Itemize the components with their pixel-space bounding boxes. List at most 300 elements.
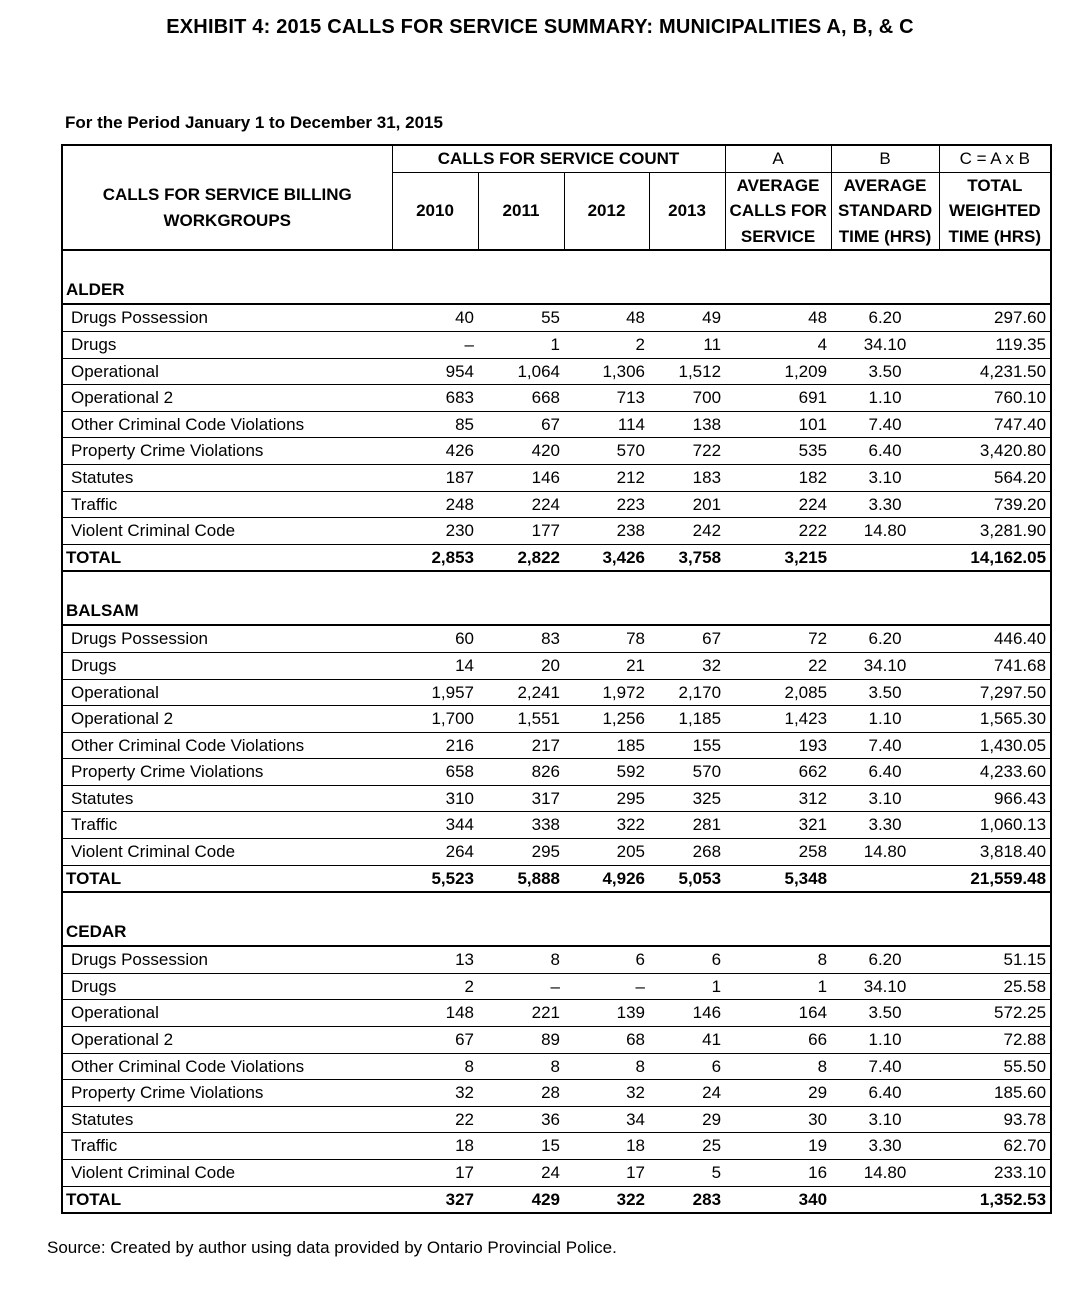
cell-y2013: 1 [649,973,725,1000]
cell-y2013: 570 [649,759,725,786]
cell-weighted: 739.20 [939,491,1051,518]
cell-weighted: 572.25 [939,1000,1051,1027]
cell-y2012: 18 [564,1133,649,1160]
total-y2010: 2,853 [392,544,478,571]
cell-weighted: 72.88 [939,1027,1051,1054]
cell-weighted: 446.40 [939,625,1051,652]
period-label: For the Period January 1 to December 31, 2015 [65,113,443,132]
table-row [62,839,1051,866]
cell-y2010: 2 [392,973,478,1000]
table-row [62,1080,1051,1107]
cell-y2011: 8 [478,1053,564,1080]
total-weighted-header-l3: TIME (HRS) [948,226,1042,246]
table-row [62,679,1051,706]
cell-y2011: 67 [478,411,564,438]
cell-std: 7.40 [831,732,939,759]
cell-std: 34.10 [831,973,939,1000]
cell-weighted: 93.78 [939,1106,1051,1133]
total-std [831,544,939,571]
row-label: Statutes [62,1106,392,1133]
cell-weighted: 55.50 [939,1053,1051,1080]
total-label: TOTAL [62,1186,392,1213]
cell-y2013: 1,185 [649,706,725,733]
row-label: Operational 2 [62,706,392,733]
total-weighted: 14,162.05 [939,544,1051,571]
cell-avg: 8 [725,1053,831,1080]
row-label: Operational [62,1000,392,1027]
cell-y2012: 322 [564,812,649,839]
cell-y2010: – [392,331,478,358]
table-row [62,1027,1051,1054]
row-label: Statutes [62,785,392,812]
cell-std: 7.40 [831,1053,939,1080]
cell-weighted: 3,818.40 [939,839,1051,866]
cell-weighted: 1,565.30 [939,706,1051,733]
cell-y2012: 2 [564,331,649,358]
cell-avg: 1,209 [725,358,831,385]
cell-y2012: 295 [564,785,649,812]
cell-y2012: 21 [564,652,649,679]
cell-y2013: 325 [649,785,725,812]
cell-avg: 16 [725,1160,831,1187]
cell-weighted: 564.20 [939,464,1051,491]
cell-y2013: 29 [649,1106,725,1133]
cell-y2012: 1,306 [564,358,649,385]
cell-y2010: 310 [392,785,478,812]
spacer-cell [62,250,1051,277]
cell-y2012: 185 [564,732,649,759]
cell-std: 1.10 [831,385,939,412]
table-row [62,625,1051,652]
cell-avg: 30 [725,1106,831,1133]
total-y2010: 5,523 [392,865,478,892]
total-y2012: 3,426 [564,544,649,571]
total-y2012: 4,926 [564,865,649,892]
cell-avg: 29 [725,1080,831,1107]
total-weighted-header [939,172,1051,250]
cell-std: 3.10 [831,1106,939,1133]
row-label: Other Criminal Code Violations [62,1053,392,1080]
section-spacer [62,571,1051,598]
col-b-header: B [831,145,939,172]
cell-weighted: 25.58 [939,973,1051,1000]
cell-avg: 1,423 [725,706,831,733]
cell-weighted: 119.35 [939,331,1051,358]
cell-y2013: 268 [649,839,725,866]
cell-y2013: 183 [649,464,725,491]
cell-std: 6.40 [831,1080,939,1107]
cell-std: 3.50 [831,679,939,706]
cell-avg: 222 [725,518,831,545]
section-name: CEDAR [62,919,1051,946]
table-row [62,812,1051,839]
cell-y2012: 48 [564,304,649,331]
row-label: Operational 2 [62,385,392,412]
row-label: Drugs Possession [62,946,392,973]
total-weighted-header-l2: WEIGHTED [948,201,1041,221]
cell-y2013: 281 [649,812,725,839]
cell-avg: 258 [725,839,831,866]
cell-y2010: 67 [392,1027,478,1054]
cell-y2012: 6 [564,946,649,973]
cell-y2011: 2,241 [478,679,564,706]
cell-std: 1.10 [831,1027,939,1054]
cell-y2010: 264 [392,839,478,866]
total-row [62,865,1051,892]
cell-y2013: 6 [649,946,725,973]
cell-y2012: 114 [564,411,649,438]
avg-std-header-l3: TIME (HRS) [838,226,932,246]
cell-std: 3.30 [831,491,939,518]
total-y2011: 429 [478,1186,564,1213]
cell-weighted: 3,420.80 [939,438,1051,465]
cell-y2013: 155 [649,732,725,759]
col-a-header: A [725,145,831,172]
row-label: Drugs Possession [62,304,392,331]
cell-y2011: 217 [478,732,564,759]
section-spacer [62,892,1051,919]
cell-y2011: 8 [478,946,564,973]
cell-y2012: 68 [564,1027,649,1054]
cell-y2011: 36 [478,1106,564,1133]
cell-y2011: 1,064 [478,358,564,385]
section-name: ALDER [62,277,1051,304]
row-label: Drugs [62,973,392,1000]
source-note: Source: Created by author using data provided by Ontario Provincial Police. [47,1238,617,1257]
year-2011-header: 2011 [478,172,564,250]
table-row [62,652,1051,679]
avg-std-header-l2: STANDARD [837,201,933,221]
cell-y2011: 668 [478,385,564,412]
cell-y2010: 216 [392,732,478,759]
total-weighted: 1,352.53 [939,1186,1051,1213]
cell-weighted: 185.60 [939,1080,1051,1107]
table-row [62,385,1051,412]
workgroups-header-line1: CALLS FOR SERVICE BILLING [102,185,352,204]
cell-y2010: 60 [392,625,478,652]
cell-y2010: 230 [392,518,478,545]
workgroups-header-line2: WORKGROUPS [163,211,291,230]
row-label: Traffic [62,491,392,518]
cell-y2011: – [478,973,564,1000]
cell-y2013: 6 [649,1053,725,1080]
table-row [62,491,1051,518]
table-row [62,518,1051,545]
cell-weighted: 966.43 [939,785,1051,812]
row-label: Property Crime Violations [62,438,392,465]
total-y2012: 322 [564,1186,649,1213]
table-row [62,946,1051,973]
cell-weighted: 741.68 [939,652,1051,679]
cell-y2010: 187 [392,464,478,491]
cell-y2013: 24 [649,1080,725,1107]
cell-y2011: 317 [478,785,564,812]
cell-y2010: 14 [392,652,478,679]
table-row [62,1160,1051,1187]
cell-y2013: 32 [649,652,725,679]
cell-avg: 2,085 [725,679,831,706]
spacer-cell [62,892,1051,919]
cell-y2011: 420 [478,438,564,465]
table-row [62,732,1051,759]
cell-y2010: 13 [392,946,478,973]
row-label: Other Criminal Code Violations [62,732,392,759]
cell-avg: 535 [725,438,831,465]
cell-y2010: 22 [392,1106,478,1133]
table-row [62,304,1051,331]
cell-avg: 8 [725,946,831,973]
cell-std: 6.20 [831,946,939,973]
row-label: Drugs [62,331,392,358]
cell-y2013: 67 [649,625,725,652]
row-label: Operational 2 [62,1027,392,1054]
cell-y2012: 34 [564,1106,649,1133]
cell-std: 1.10 [831,706,939,733]
cell-y2012: 238 [564,518,649,545]
calls-summary-table [61,144,1052,1214]
table-row [62,464,1051,491]
table-row [62,1000,1051,1027]
cell-avg: 224 [725,491,831,518]
row-label: Operational [62,358,392,385]
cell-y2010: 1,700 [392,706,478,733]
cell-y2013: 25 [649,1133,725,1160]
avg-calls-header-l1: AVERAGE [736,175,820,195]
cell-y2013: 5 [649,1160,725,1187]
cell-avg: 101 [725,411,831,438]
table-row [62,1133,1051,1160]
row-label: Other Criminal Code Violations [62,411,392,438]
cell-weighted: 51.15 [939,946,1051,973]
cell-y2010: 658 [392,759,478,786]
cell-weighted: 1,060.13 [939,812,1051,839]
cell-avg: 321 [725,812,831,839]
cell-y2013: 700 [649,385,725,412]
cell-weighted: 233.10 [939,1160,1051,1187]
cell-y2011: 89 [478,1027,564,1054]
cell-std: 14.80 [831,518,939,545]
cell-avg: 19 [725,1133,831,1160]
row-label: Traffic [62,812,392,839]
total-y2011: 5,888 [478,865,564,892]
table-row [62,438,1051,465]
table-row [62,1053,1051,1080]
cell-y2011: 55 [478,304,564,331]
cell-std: 14.80 [831,839,939,866]
cell-avg: 72 [725,625,831,652]
cell-weighted: 760.10 [939,385,1051,412]
cell-weighted: 3,281.90 [939,518,1051,545]
workgroups-header [62,145,392,250]
cell-y2013: 2,170 [649,679,725,706]
total-std [831,1186,939,1213]
cell-weighted: 297.60 [939,304,1051,331]
cell-y2011: 1 [478,331,564,358]
cell-y2013: 146 [649,1000,725,1027]
cell-std: 3.50 [831,358,939,385]
total-std [831,865,939,892]
cell-avg: 193 [725,732,831,759]
row-label: Property Crime Violations [62,1080,392,1107]
cell-y2013: 41 [649,1027,725,1054]
cell-std: 3.30 [831,1133,939,1160]
total-avg: 3,215 [725,544,831,571]
row-label: Violent Criminal Code [62,839,392,866]
cell-std: 14.80 [831,1160,939,1187]
cell-y2010: 954 [392,358,478,385]
row-label: Violent Criminal Code [62,1160,392,1187]
cell-y2012: 713 [564,385,649,412]
total-y2011: 2,822 [478,544,564,571]
cell-y2012: 1,972 [564,679,649,706]
year-2010-header: 2010 [392,172,478,250]
avg-calls-header-l3: SERVICE [740,226,816,246]
cell-y2010: 17 [392,1160,478,1187]
total-avg: 5,348 [725,865,831,892]
cell-avg: 66 [725,1027,831,1054]
cell-y2010: 1,957 [392,679,478,706]
cell-y2011: 20 [478,652,564,679]
avg-calls-header [725,172,831,250]
count-group-header: CALLS FOR SERVICE COUNT [392,145,725,172]
cell-y2010: 85 [392,411,478,438]
cell-y2012: 139 [564,1000,649,1027]
table-row [62,1106,1051,1133]
total-label: TOTAL [62,544,392,571]
cell-std: 34.10 [831,652,939,679]
cell-y2012: 1,256 [564,706,649,733]
total-y2013: 283 [649,1186,725,1213]
header-row-top [62,145,1051,172]
cell-y2010: 344 [392,812,478,839]
col-c-header: C = A x B [939,145,1051,172]
cell-avg: 691 [725,385,831,412]
cell-y2011: 1,551 [478,706,564,733]
cell-avg: 164 [725,1000,831,1027]
total-row [62,544,1051,571]
table-row [62,411,1051,438]
cell-y2013: 138 [649,411,725,438]
cell-y2011: 338 [478,812,564,839]
row-label: Operational [62,679,392,706]
cell-y2012: 17 [564,1160,649,1187]
row-label: Traffic [62,1133,392,1160]
cell-y2010: 40 [392,304,478,331]
cell-y2013: 201 [649,491,725,518]
table-row [62,706,1051,733]
year-2013-header: 2013 [649,172,725,250]
cell-std: 3.30 [831,812,939,839]
cell-std: 6.40 [831,759,939,786]
cell-avg: 312 [725,785,831,812]
cell-y2012: 78 [564,625,649,652]
section-header-row [62,598,1051,625]
total-y2013: 5,053 [649,865,725,892]
cell-std: 3.50 [831,1000,939,1027]
cell-y2012: 8 [564,1053,649,1080]
cell-y2010: 32 [392,1080,478,1107]
avg-calls-header-l2: CALLS FOR [729,201,827,221]
cell-weighted: 62.70 [939,1133,1051,1160]
cell-avg: 1 [725,973,831,1000]
cell-y2011: 826 [478,759,564,786]
cell-std: 6.20 [831,304,939,331]
total-y2010: 327 [392,1186,478,1213]
cell-std: 3.10 [831,785,939,812]
row-label: Drugs [62,652,392,679]
cell-avg: 4 [725,331,831,358]
cell-y2011: 224 [478,491,564,518]
section-header-row [62,277,1051,304]
cell-y2011: 28 [478,1080,564,1107]
cell-std: 34.10 [831,331,939,358]
table-row [62,331,1051,358]
cell-y2012: 212 [564,464,649,491]
table-row [62,759,1051,786]
row-label: Violent Criminal Code [62,518,392,545]
table-row [62,358,1051,385]
year-2012-header: 2012 [564,172,649,250]
avg-std-header-l1: AVERAGE [843,175,927,195]
total-row [62,1186,1051,1213]
cell-y2010: 8 [392,1053,478,1080]
table-row [62,785,1051,812]
row-label: Property Crime Violations [62,759,392,786]
cell-y2011: 83 [478,625,564,652]
cell-y2011: 177 [478,518,564,545]
cell-avg: 662 [725,759,831,786]
cell-y2013: 1,512 [649,358,725,385]
cell-std: 6.40 [831,438,939,465]
cell-y2012: 223 [564,491,649,518]
cell-y2010: 683 [392,385,478,412]
cell-y2013: 242 [649,518,725,545]
cell-y2012: 570 [564,438,649,465]
cell-std: 7.40 [831,411,939,438]
cell-y2012: 205 [564,839,649,866]
cell-weighted: 4,233.60 [939,759,1051,786]
cell-y2010: 18 [392,1133,478,1160]
cell-y2011: 15 [478,1133,564,1160]
cell-y2013: 11 [649,331,725,358]
cell-y2010: 148 [392,1000,478,1027]
section-spacer [62,250,1051,277]
row-label: Statutes [62,464,392,491]
cell-std: 6.20 [831,625,939,652]
cell-y2012: – [564,973,649,1000]
row-label: Drugs Possession [62,625,392,652]
cell-weighted: 7,297.50 [939,679,1051,706]
cell-std: 3.10 [831,464,939,491]
section-name: BALSAM [62,598,1051,625]
cell-y2013: 49 [649,304,725,331]
page-title: EXHIBIT 4: 2015 CALLS FOR SERVICE SUMMARY: MUNICIPALITIES A, B, & C [166,16,914,38]
avg-std-header [831,172,939,250]
cell-avg: 22 [725,652,831,679]
cell-weighted: 1,430.05 [939,732,1051,759]
cell-weighted: 747.40 [939,411,1051,438]
spacer-cell [62,571,1051,598]
cell-avg: 182 [725,464,831,491]
cell-avg: 48 [725,304,831,331]
cell-y2010: 426 [392,438,478,465]
table-row [62,973,1051,1000]
total-weighted-header-l1: TOTAL [967,175,1023,195]
cell-y2010: 248 [392,491,478,518]
cell-y2011: 221 [478,1000,564,1027]
total-label: TOTAL [62,865,392,892]
total-weighted: 21,559.48 [939,865,1051,892]
